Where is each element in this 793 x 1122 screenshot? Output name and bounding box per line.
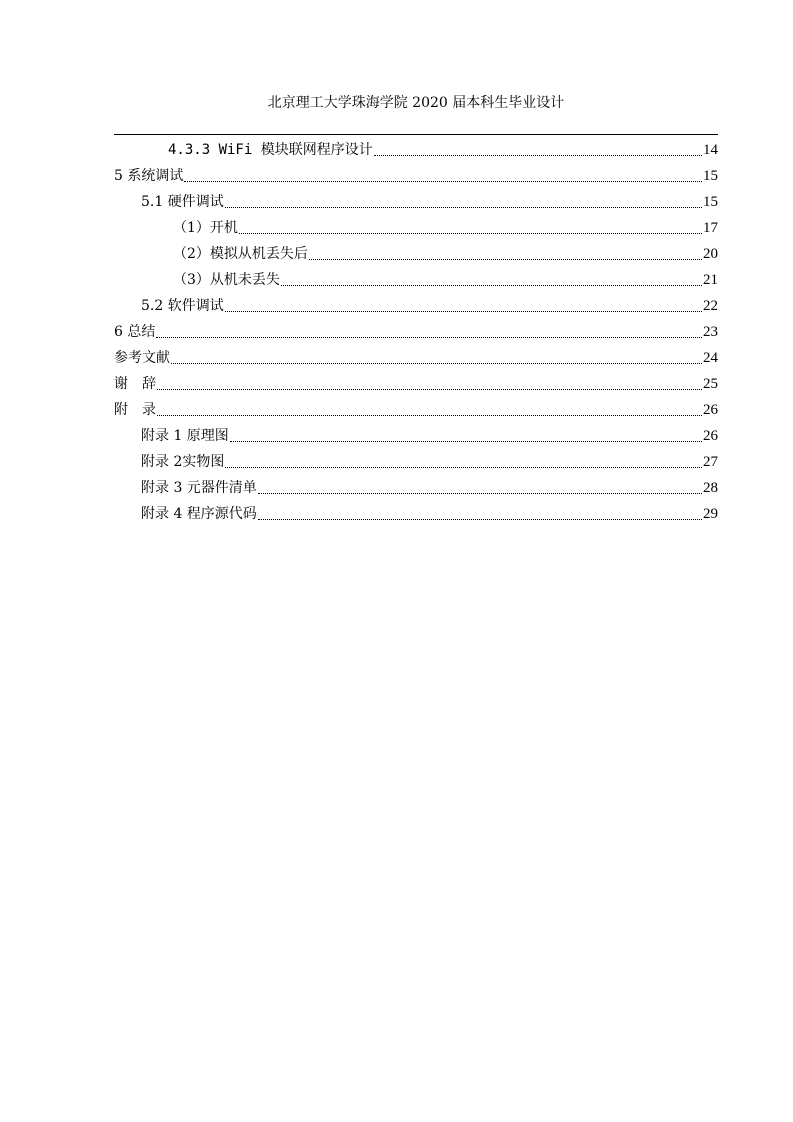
toc-entry-references[interactable] <box>114 347 718 369</box>
toc-leader-dots <box>230 440 702 442</box>
toc-entry-label: 附录 2实物图 <box>141 454 225 470</box>
toc-leader-dots <box>184 180 702 182</box>
toc-entry-5-2[interactable] <box>141 295 718 317</box>
toc-entry-page: 26 <box>703 428 718 444</box>
page-header-title: 北京理工大学珠海学院 2020 届本科生毕业设计 <box>267 95 565 111</box>
toc-leader-dots <box>258 492 702 494</box>
toc-entry-6[interactable] <box>114 321 718 343</box>
toc-entry-label: 参考文献 <box>114 350 170 366</box>
toc-entry-page: 14 <box>703 142 718 158</box>
toc-entry-5[interactable] <box>114 165 718 187</box>
toc-entry-page: 28 <box>703 480 718 496</box>
toc-leader-dots <box>171 362 702 364</box>
toc-leader-dots <box>258 518 702 520</box>
toc-entry-5-1-1[interactable] <box>173 217 718 239</box>
toc-entry-label: 6 总结 <box>114 324 156 340</box>
toc-leader-dots <box>225 310 702 312</box>
toc-entry-5-1-3[interactable] <box>173 269 718 291</box>
toc-entry-label: 5.1 硬件调试 <box>141 194 224 210</box>
toc-entry-label: 4.3.3 WiFi 模块联网程序设计 <box>168 142 373 158</box>
toc-entry-page: 22 <box>703 298 718 314</box>
toc-entry-label: （3）从机未丢失 <box>173 272 280 288</box>
toc-entry-5-1[interactable] <box>141 191 718 213</box>
toc-entry-appendix-1[interactable] <box>141 425 718 447</box>
toc-entry-page: 25 <box>703 376 718 392</box>
toc-entry-page: 23 <box>703 324 718 340</box>
toc-leader-dots <box>374 154 702 156</box>
toc-leader-dots <box>157 414 702 416</box>
toc-entry-appendix[interactable] <box>114 399 718 421</box>
toc-entry-page: 24 <box>703 350 718 366</box>
toc-leader-dots <box>225 206 702 208</box>
toc-entry-appendix-2[interactable] <box>141 451 718 473</box>
toc-entry-label: 附 录 <box>114 402 156 418</box>
toc-leader-dots <box>239 232 702 234</box>
toc-entry-label: 附录 4 程序源代码 <box>141 506 257 522</box>
header-rule <box>114 134 718 135</box>
toc-entry-4-3-3[interactable] <box>168 139 718 161</box>
toc-entry-page: 27 <box>703 454 718 470</box>
toc-entry-label: 附录 3 元器件清单 <box>141 480 257 496</box>
toc-entry-label: 附录 1 原理图 <box>141 428 229 444</box>
toc-entry-page: 26 <box>703 402 718 418</box>
toc-leader-dots <box>225 466 702 468</box>
toc-entry-acknowledgements[interactable] <box>114 373 718 395</box>
toc-entry-label: 5.2 软件调试 <box>141 298 224 314</box>
toc-entry-label: （1）开机 <box>173 220 238 236</box>
toc-entry-page: 15 <box>703 194 718 210</box>
toc-leader-dots <box>309 258 702 260</box>
toc-leader-dots <box>157 388 702 390</box>
toc-entry-page: 15 <box>703 168 718 184</box>
toc-entry-label: （2）模拟从机丢失后 <box>173 246 308 262</box>
toc-leader-dots <box>156 336 702 338</box>
toc-entry-appendix-3[interactable] <box>141 477 718 499</box>
toc-leader-dots <box>281 284 702 286</box>
toc-entry-page: 20 <box>703 246 718 262</box>
toc-entry-appendix-4[interactable] <box>141 503 718 525</box>
toc-entry-page: 17 <box>703 220 718 236</box>
toc-entry-label: 5 系统调试 <box>114 168 184 184</box>
toc-entry-page: 21 <box>703 272 718 288</box>
toc-entry-label: 谢 辞 <box>114 376 156 392</box>
toc-entry-page: 29 <box>703 506 718 522</box>
toc-entry-5-1-2[interactable] <box>173 243 718 265</box>
